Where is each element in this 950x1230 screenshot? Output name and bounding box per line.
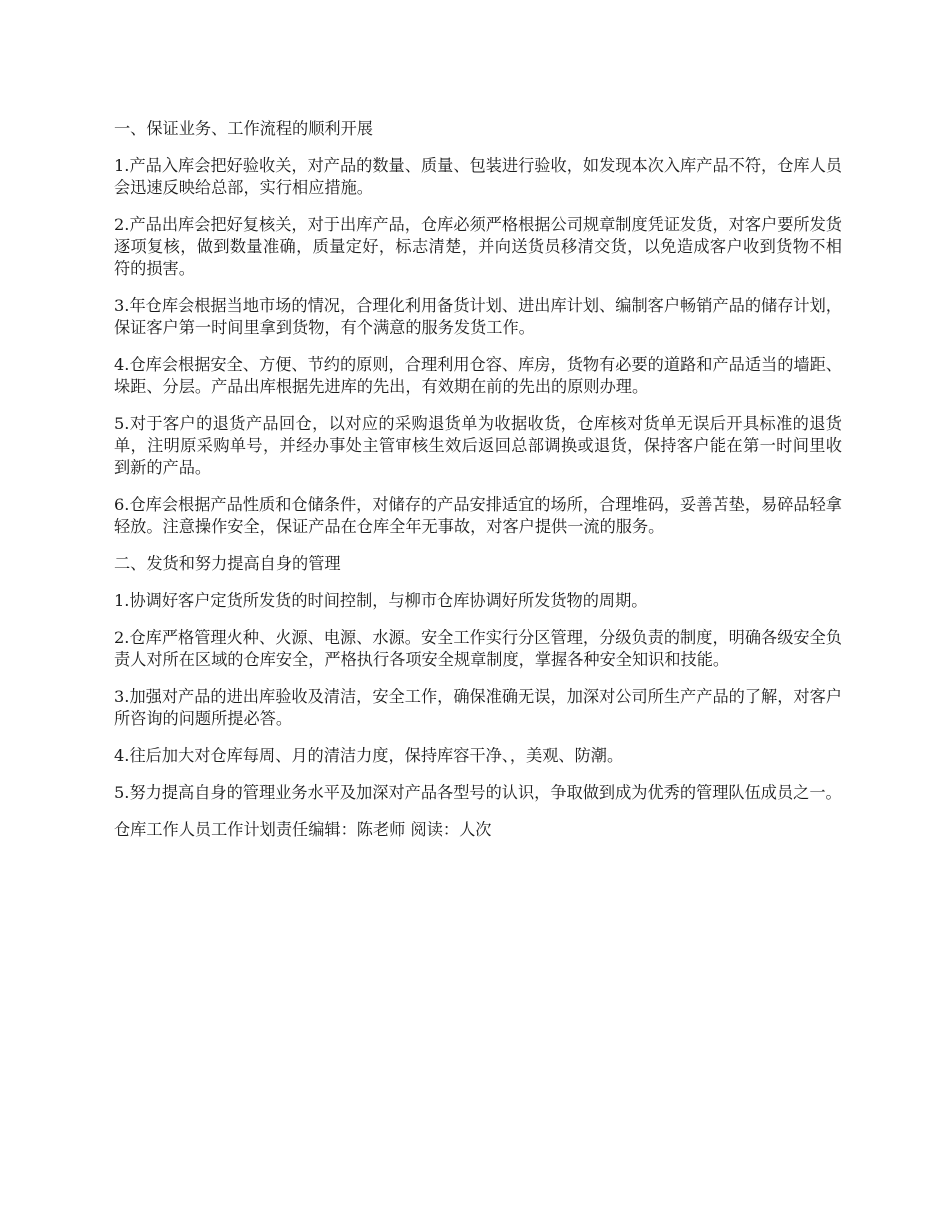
section-heading-2: 二、发货和努力提高自身的管理 [114, 554, 341, 573]
list-item: 3.年仓库会根据当地市场的情况，合理化利用备货计划、进出库计划、编制客户畅销产品的储存计划，保证客户第一时间里拿到货物，有个满意的服务发货工作。 [114, 296, 842, 337]
list-item: 4.仓库会根据安全、方便、节约的原则，合理利用仓容、库房，货物有必要的道路和产品适当的墙距、垛距、分层。产品出库根据先进库的先出，有效期在前的先出的原则办理。 [114, 355, 842, 396]
list-item: 5.对于客户的退货产品回仓，以对应的采购退货单为收据收货，仓库核对货单无误后开具标准的退货单，注明原采购单号，并经办事处主管审核生效后返回总部调换或退货，保持客户能在第一时间里收到新的产品。 [114, 414, 842, 477]
list-item: 2.仓库严格管理火种、火源、电源、水源。安全工作实行分区管理，分级负责的制度，明确各级安全负责人对所在区域的仓库安全，严格执行各项安全规章制度，掌握各种安全知识和技能。 [114, 628, 842, 669]
list-item: 1.协调好客户定货所发货的时间控制，与柳市仓库协调好所发货物的周期。 [114, 591, 648, 610]
list-item: 4.往后加大对仓库每周、月的清洁力度，保持库容干净、，美观、防潮。 [114, 746, 624, 765]
footer-editor-line: 仓库工作人员工作计划责任编辑：陈老师 阅读：人次 [114, 820, 492, 839]
list-item: 5.努力提高自身的管理业务水平及加深对产品各型号的认识，争取做到成为优秀的管理队伍成员之一。 [114, 783, 842, 802]
list-item: 6.仓库会根据产品性质和仓储条件，对储存的产品安排适宜的场所，合理堆码，妥善苫垫，易碎品轻拿轻放。注意操作安全，保证产品在仓库全年无事故，对客户提供一流的服务。 [114, 495, 842, 536]
list-item: 2.产品出库会把好复核关，对于出库产品，仓库必须严格根据公司规章制度凭证发货，对客户要所发货逐项复核，做到数量准确，质量定好，标志清楚，并向送货员移清交货，以免造成客户收到货物不相符的损害。 [114, 215, 842, 278]
list-item: 1.产品入库会把好验收关，对产品的数量、质量、包装进行验收，如发现本次入库产品不符，仓库人员会迅速反映给总部，实行相应措施。 [114, 156, 842, 197]
document-body [114, 118, 842, 856]
section-heading-1: 一、保证业务、工作流程的顺利开展 [114, 119, 373, 138]
list-item: 3.加强对产品的进出库验收及清洁，安全工作，确保准确无误，加深对公司所生产产品的了解，对客户所咨询的问题所提必答。 [114, 687, 842, 728]
